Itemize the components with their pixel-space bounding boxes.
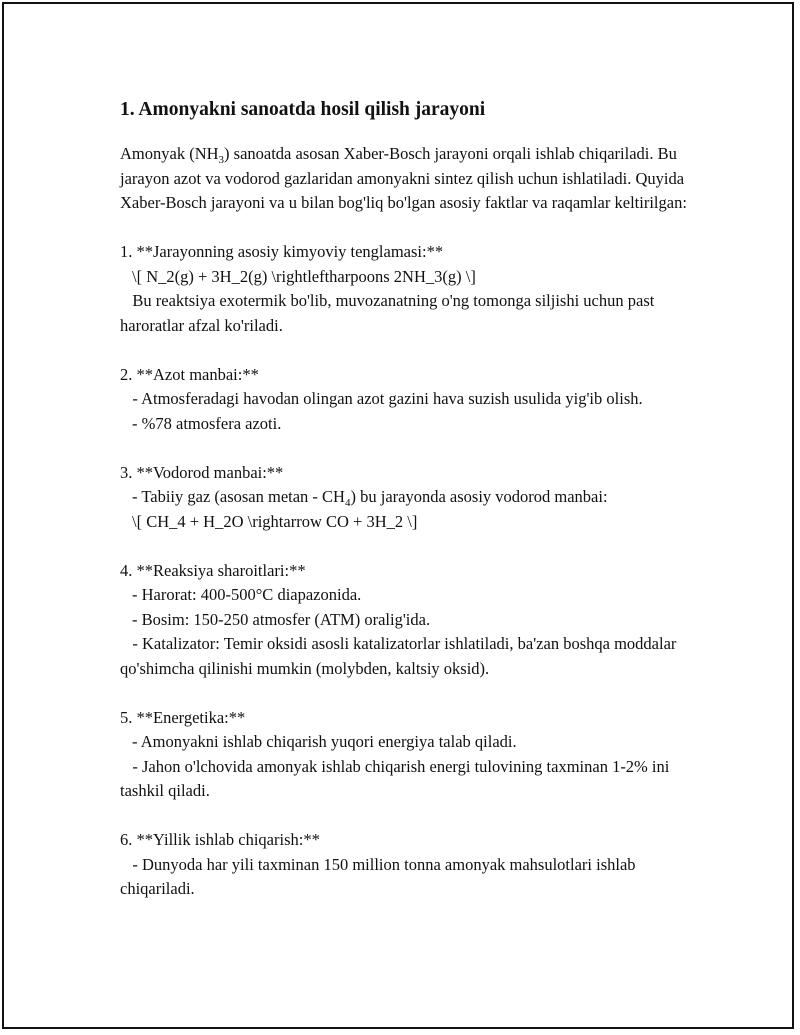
section-2-line-1-text: - Atmosferadagi havodan olingan azot gazini hava suzish usulida yig'ib olish. <box>132 389 643 408</box>
intro-paragraph <box>120 142 695 216</box>
section-6-line-1 <box>120 853 695 902</box>
section-nitrogen <box>120 363 695 437</box>
section-5-line-2-text: - Jahon o'lchovida amonyak ishlab chiqarish energi tulovining taxminan 1-2% ini tashkil qiladi. <box>120 756 670 800</box>
section-4-line-2: - Bosim: 150-250 atmosfer (ATM) oralig'ida. <box>132 609 431 629</box>
section-6-heading: 6. **Yillik ishlab chiqarish:** <box>120 830 320 849</box>
section-production <box>120 828 695 902</box>
intro-text-start: Amonyak (NH <box>120 144 219 163</box>
section-5-line-1: - Amonyakni ishlab chiqarish yuqori energiya talab qiladi. <box>132 732 517 751</box>
section-3-heading: 3. **Vodorod manbai:** <box>120 462 284 482</box>
section-3-line-1-end: ) bu jarayonda asosiy vodorod manbai: <box>350 487 608 506</box>
section-conditions <box>120 559 695 682</box>
section-5-heading: 5. **Energetika:** <box>120 707 246 727</box>
document-content <box>120 96 695 902</box>
section-3-line-1 <box>120 485 695 510</box>
section-1-text <box>120 289 695 338</box>
section-4-line-3 <box>120 632 695 681</box>
document-title: 1. Amonyakni sanoatda hosil qilish jarayoni <box>120 99 486 120</box>
intro-text-end: ) sanoatda asosan Xaber-Bosch jarayoni orqali ishlab chiqariladi. Bu jarayon azot va vodorod gazlaridan amonyakni sintez qilish uchun ishlatiladi. Quyida Xaber-Bosch jarayoni va u bilan bog'liq bo'lgan asosiy faktlar va raqamlar keltirilgan: <box>120 144 687 212</box>
section-1-text-body: Bu reaktsiya exotermik bo'lib, muvozanatning o'ng tomonga siljishi uchun past haroratlar afzal ko'riladi. <box>120 291 655 335</box>
page-frame <box>2 2 794 1029</box>
section-4-heading: 4. **Reaksiya sharoitlari:** <box>120 560 306 580</box>
section-1-heading: 1. **Jarayonning asosiy kimyoviy tenglamasi:** <box>120 242 444 261</box>
section-4-line-1: - Harorat: 400-500°C diapazonida. <box>132 585 362 604</box>
section-hydrogen <box>120 461 695 535</box>
section-3-subscript: 4 <box>344 497 351 509</box>
section-6-line-1-text: - Dunyoda har yili taxminan 150 million tonna amonyak mahsulotlari ishlab chiqariladi. <box>120 854 636 898</box>
section-energy <box>120 706 695 804</box>
section-2-heading: 2. **Azot manbai:** <box>120 364 259 384</box>
section-2-line-1 <box>120 387 695 412</box>
section-4-line-3-text: - Katalizator: Temir oksidi asosli katalizatorlar ishlatiladi, ba'zan boshqa moddalar qo'shimcha qilinishi mumkin (molybden, kaltsiy oksid). <box>120 634 677 678</box>
section-3-line-1-start: - Tabiiy gaz (asosan metan - CH <box>132 487 345 506</box>
section-equation <box>120 240 695 338</box>
section-3-equation: \[ CH_4 + H_2O \rightarrow CO + 3H_2 \] <box>132 511 418 531</box>
section-1-equation: \[ N_2(g) + 3H_2(g) \rightleftharpoons 2NH_3(g) \] <box>132 266 476 286</box>
intro-subscript: 3 <box>218 154 225 166</box>
section-5-line-2 <box>120 755 695 804</box>
section-2-line-2: - %78 atmosfera azoti. <box>132 413 282 433</box>
